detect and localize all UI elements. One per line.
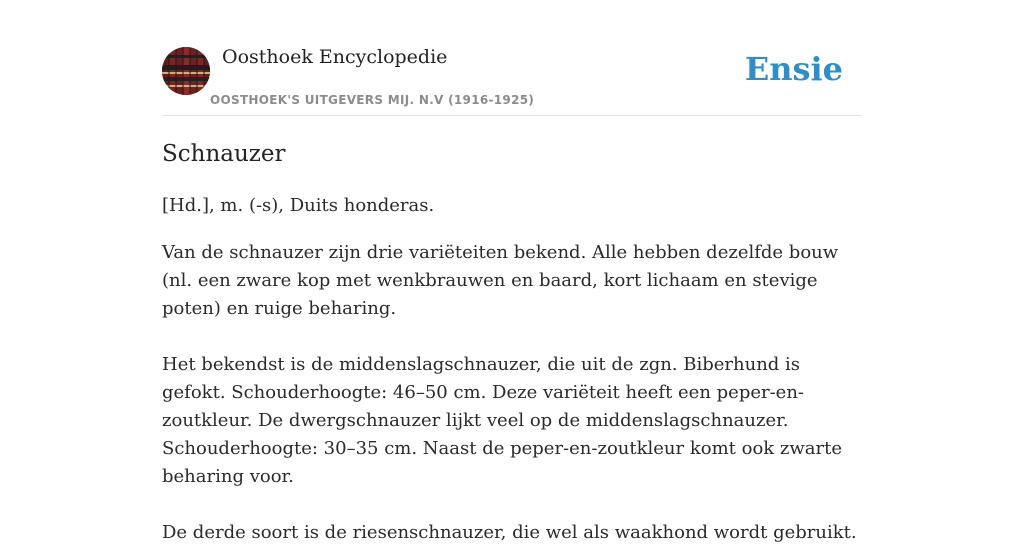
entry-definition: [Hd.], m. (-s), Duits honderas. xyxy=(162,195,435,216)
encyclopedia-books-icon[interactable] xyxy=(162,47,210,95)
header-divider xyxy=(162,115,862,116)
article-paragraph: Van de schnauzer zijn drie variëteiten bekend. Alle hebben dezelfde bouw (nl. een zware kop met wenkbrauwen en baard, kort lichaam en stevige poten) en ruige beharing. xyxy=(162,242,839,319)
book-title-link[interactable]: Oosthoek Encyclopedie xyxy=(222,46,448,68)
brand-logo-link[interactable]: Ensie xyxy=(744,50,843,88)
article-paragraph: De derde soort is de riesenschnauzer, die wel als waakhond wordt gebruikt. xyxy=(162,522,857,543)
article-paragraph: Het bekendst is de middenslagschnauzer, die uit de zgn. Biberhund is gefokt. Schouderhoogte: 46–50 cm. Deze variëteit heeft een peper-en-zoutkleur. De dwergschnauzer lijkt veel op de middenslagschnauzer. Schouderhoogte: 30–35 cm. Naast de peper-en-zoutkleur komt ook zwarte beharing voor. xyxy=(162,354,843,487)
entry-title: Schnauzer xyxy=(162,141,286,167)
article xyxy=(162,138,864,547)
publisher-label: OOSTHOEK'S UITGEVERS MIJ. N.V (1916-1925) xyxy=(210,93,535,107)
